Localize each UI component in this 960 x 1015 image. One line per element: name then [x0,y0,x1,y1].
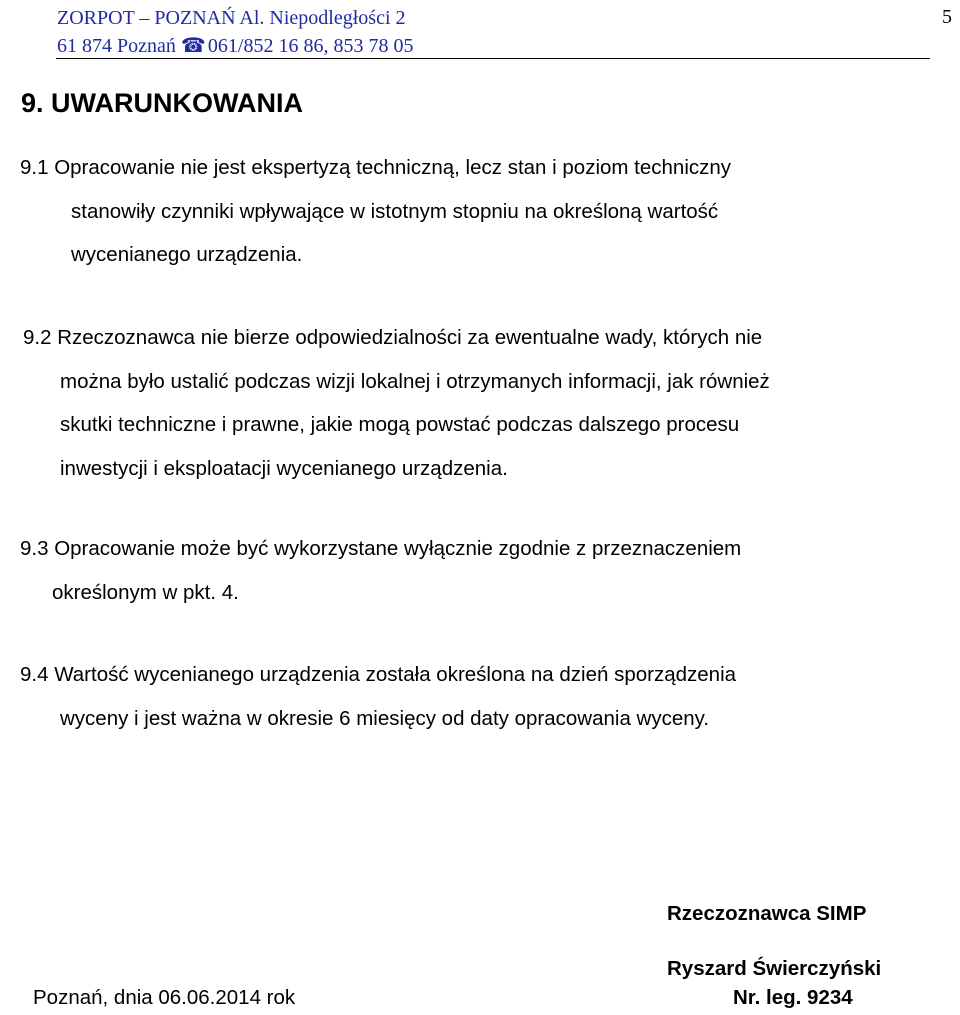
signature-name: Ryszard Świerczyński [667,957,882,980]
place-and-date: Poznań, dnia 06.06.2014 rok [33,986,296,1009]
signature-registration: Nr. leg. 9234 [733,986,853,1009]
paragraph-line: 9.2 Rzeczoznawca nie bierze odpowiedzialności za ewentualne wady, których nie [23,326,763,349]
paragraph-line: wycenianego urządzenia. [71,243,303,266]
paragraph-line: 9.4 Wartość wycenianego urządzenia została określona na dzień sporządzenia [20,663,737,686]
paragraph-9-4 [20,653,736,740]
paragraph-line: 9.3 Opracowanie może być wykorzystane wyłącznie zgodnie z przeznaczeniem [20,537,742,560]
header-contact-line [57,32,413,60]
paragraph-line: inwestycji i eksploatacji wycenianego urządzenia. [60,456,508,480]
header-city: 61 874 Poznań [57,35,176,57]
document-header [57,4,413,60]
telephone-icon: ☎ [180,35,206,57]
section-heading: 9. UWARUNKOWANIA [21,88,303,118]
header-phone-numbers: 061/852 16 86, 853 78 05 [207,35,414,57]
header-divider [56,58,930,59]
header-address-line: ZORPOT – POZNAŃ Al. Niepodległości 2 [57,7,406,29]
paragraph-line: stanowiły czynniki wpływające w istotnym stopniu na określoną wartość [71,199,719,223]
signature-title: Rzeczoznawca SIMP [667,902,867,925]
paragraph-line: skutki techniczne i prawne, jakie mogą powstać podczas dalszego procesu [60,413,740,436]
paragraph-9-2 [23,316,770,490]
page-number: 5 [942,6,952,28]
paragraph-9-3 [20,527,741,614]
paragraph-line: określonym w pkt. 4. [52,580,239,604]
paragraph-9-1 [20,146,731,277]
paragraph-line: wyceny i jest ważna w okresie 6 miesięcy od daty opracowania wyceny. [60,706,710,730]
paragraph-line: 9.1 Opracowanie nie jest ekspertyzą techniczną, lecz stan i poziom techniczny [20,156,732,179]
paragraph-line: można było ustalić podczas wizji lokalnej i otrzymanych informacji, jak również [60,369,770,393]
